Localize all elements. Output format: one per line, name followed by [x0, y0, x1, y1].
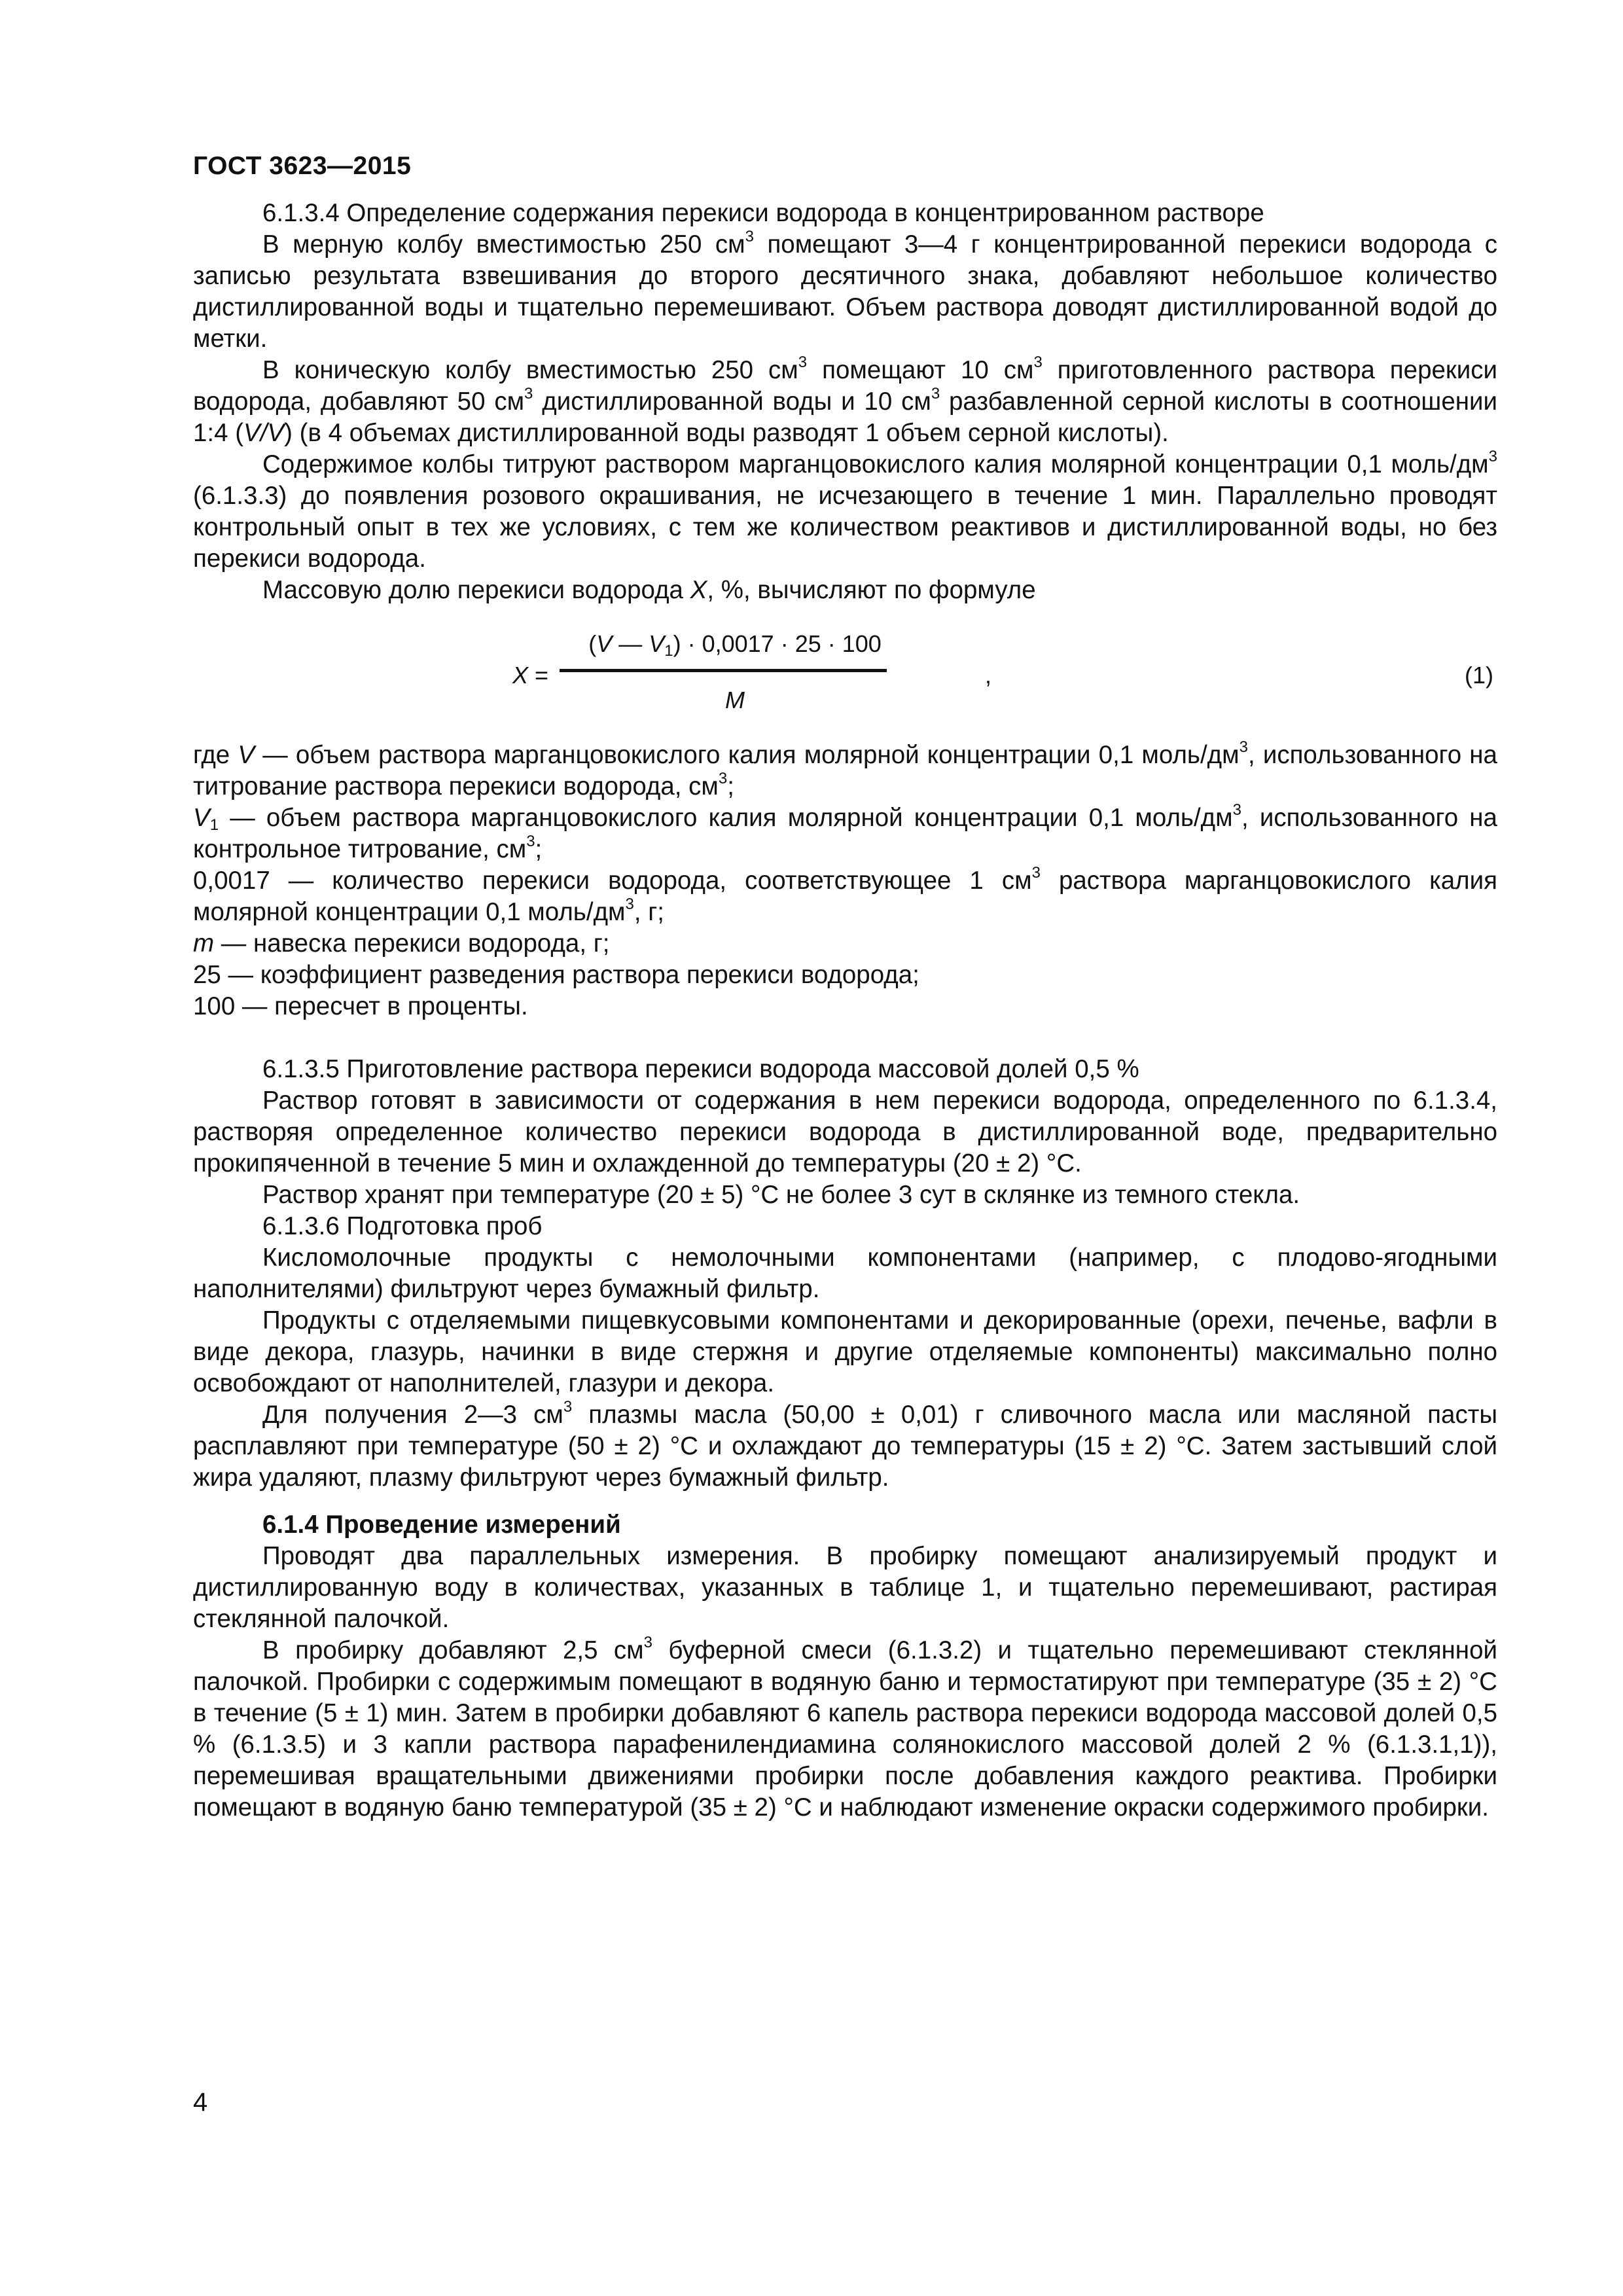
formula-lhs: X = — [512, 662, 549, 689]
paragraph: Раствор хранят при температуре (20 ± 5) °С не более 3 сут в склянке из темного стекла. — [262, 1181, 1300, 1209]
formula-denominator: M — [725, 687, 745, 713]
section-title-614: 6.1.4 Проведение измерений — [262, 1511, 621, 1539]
paragraph: Кисломолочные продукты с немолочными компонентами (например, с плодово-ягодными наполнителями) фильтруют через бумажный фильтр. — [193, 1244, 1497, 1303]
paragraph: В коническую колбу вместимостью 250 $см^3$ помещают 10 $см^3$ приготовленного раствора перекиси водорода, добавляют 50 $см^3$ дистиллированной воды и 10 $см^3$ разбавленной серной кислоты в соотношении 1:4 (V/V) (в 4 объемах дистиллированной воды разводят 1 объем серной кислоты). — [193, 353, 1497, 447]
paragraph: Для получения 2—3 $см^3$ плазмы масла (50,00 ± 0,01) г сливочного масла или масляной пасты расплавляют при температуре (50 ± 2) °С и охлаждают до температуры (15 ± 2) °С. Затем застывший слой жира удаляют, плазму фильтруют через бумажный фильтр. — [193, 1398, 1498, 1492]
formula-legend-item: m — навеска перекиси водорода, г; — [193, 929, 610, 958]
formula-legend-item: 25 — коэффициент разведения раствора перекиси водорода; — [193, 961, 919, 989]
formula-legend-item: где V — объем раствора марганцовокислого калия молярной концентрации 0,1 моль/$дм^3$, использованного на титрование раствора перекиси водорода, $см^3$; — [193, 738, 1497, 800]
section-title-6134: 6.1.3.4 Определение содержания перекиси водорода в концентрированном растворе — [262, 199, 1264, 227]
page-number: 4 — [193, 2088, 208, 2117]
formula-comma: , — [985, 662, 992, 689]
paragraph: Проводят два параллельных измерения. В пробирку помещают анализируемый продукт и дистиллированную воду в количествах, указанных в таблице 1, и тщательно перемешивают, растирая стеклянной палочкой. — [193, 1542, 1497, 1633]
document-body — [193, 198, 1497, 1823]
spacer — [193, 1494, 1497, 1509]
formula-legend-item: 0,0017 — количество перекиси водорода, соответствующее 1 $см^3$ раствора марганцовокислого калия молярной концентрации 0,1 моль/$дм^3$, г; — [193, 864, 1497, 926]
section-title-6135: 6.1.3.5 Приготовление раствора перекиси водорода массовой долей 0,5 % — [262, 1055, 1139, 1083]
paragraph: Массовую долю перекиси водорода X, %, вычисляют по формуле — [262, 576, 1036, 604]
spacer — [193, 1022, 1497, 1054]
formula-fraction-bar — [560, 669, 887, 672]
paragraph: В пробирку добавляют 2,5 $см^3$ буферной смеси (6.1.3.2) и тщательно перемешивают стеклянной палочкой. Пробирки с содержимым помещают в водяную баню и термостатируют при температуре (35 ± 2) °С в течение (5 ± 1) мин. Затем в пробирки добавляют 6 капель раствора перекиси водорода массовой долей 0,5 % (6.1.3.5) и 3 капли раствора парафенилендиамина солянокислого массовой долей 2 % (6.1.3.1,1)), перемешивая вращательными движениями пробирки после добавления каждого реактива. Пробирки помещают в водяную баню температурой (35 ± 2) °С и наблюдают изменение окраски содержимого пробирки. — [193, 1634, 1497, 1821]
paragraph: Продукты с отделяемыми пищевкусовыми компонентами и декорированные (орехи, печенье, вафли в виде декора, глазурь, начинки в виде стержня и другие отделяемые компоненты) максимально полно освобождают от наполнителей, глазури и декора. — [193, 1306, 1497, 1397]
paragraph: Раствор готовят в зависимости от содержания в нем перекиси водорода, определенного по 6.1.3.4, растворяя определенное количество перекиси водорода в дистиллированной воде, предварительно прокипяченной в течение 5 мин и охлажденной до температуры (20 ± 2) °С. — [193, 1086, 1497, 1177]
document-header: ГОСТ 3623—2015 — [193, 152, 412, 180]
paragraph: В мерную колбу вместимостью 250 $см^3$ помещают 3—4 г концентрированной перекиси водорода с записью результата взвешивания до второго десятичного знака, добавляют небольшое количество дистиллированной воды и тщательно перемешивают. Объем раствора доводят дистиллированной водой до метки. — [193, 228, 1497, 353]
formula-legend-item: 100 — пересчет в проценты. — [193, 992, 528, 1020]
formula-1 — [193, 619, 1497, 729]
formula-number: (1) — [1465, 662, 1493, 689]
section-title-6136: 6.1.3.6 Подготовка проб — [262, 1212, 543, 1240]
paragraph: Содержимое колбы титруют раствором марганцовокислого калия молярной концентрации 0,1 моль/$дм^3$ (6.1.3.3) до появления розового окрашивания, не исчезающего в течение 1 мин. Параллельно проводят контрольный опыт в тех же условиях, с тем же количеством реактивов и дистиллированной воды, но без перекиси водорода. — [193, 448, 1497, 573]
formula-numerator: (V — $V_1) \cdot 0,0017 \cdot 25 \cdot 100$ — [588, 630, 882, 660]
formula-legend-item: $V_1$ — объем раствора марганцовокислого калия молярной концентрации 0,1 моль/$дм^3$, использованного на контрольное титрование, $см^3$; — [193, 801, 1497, 863]
